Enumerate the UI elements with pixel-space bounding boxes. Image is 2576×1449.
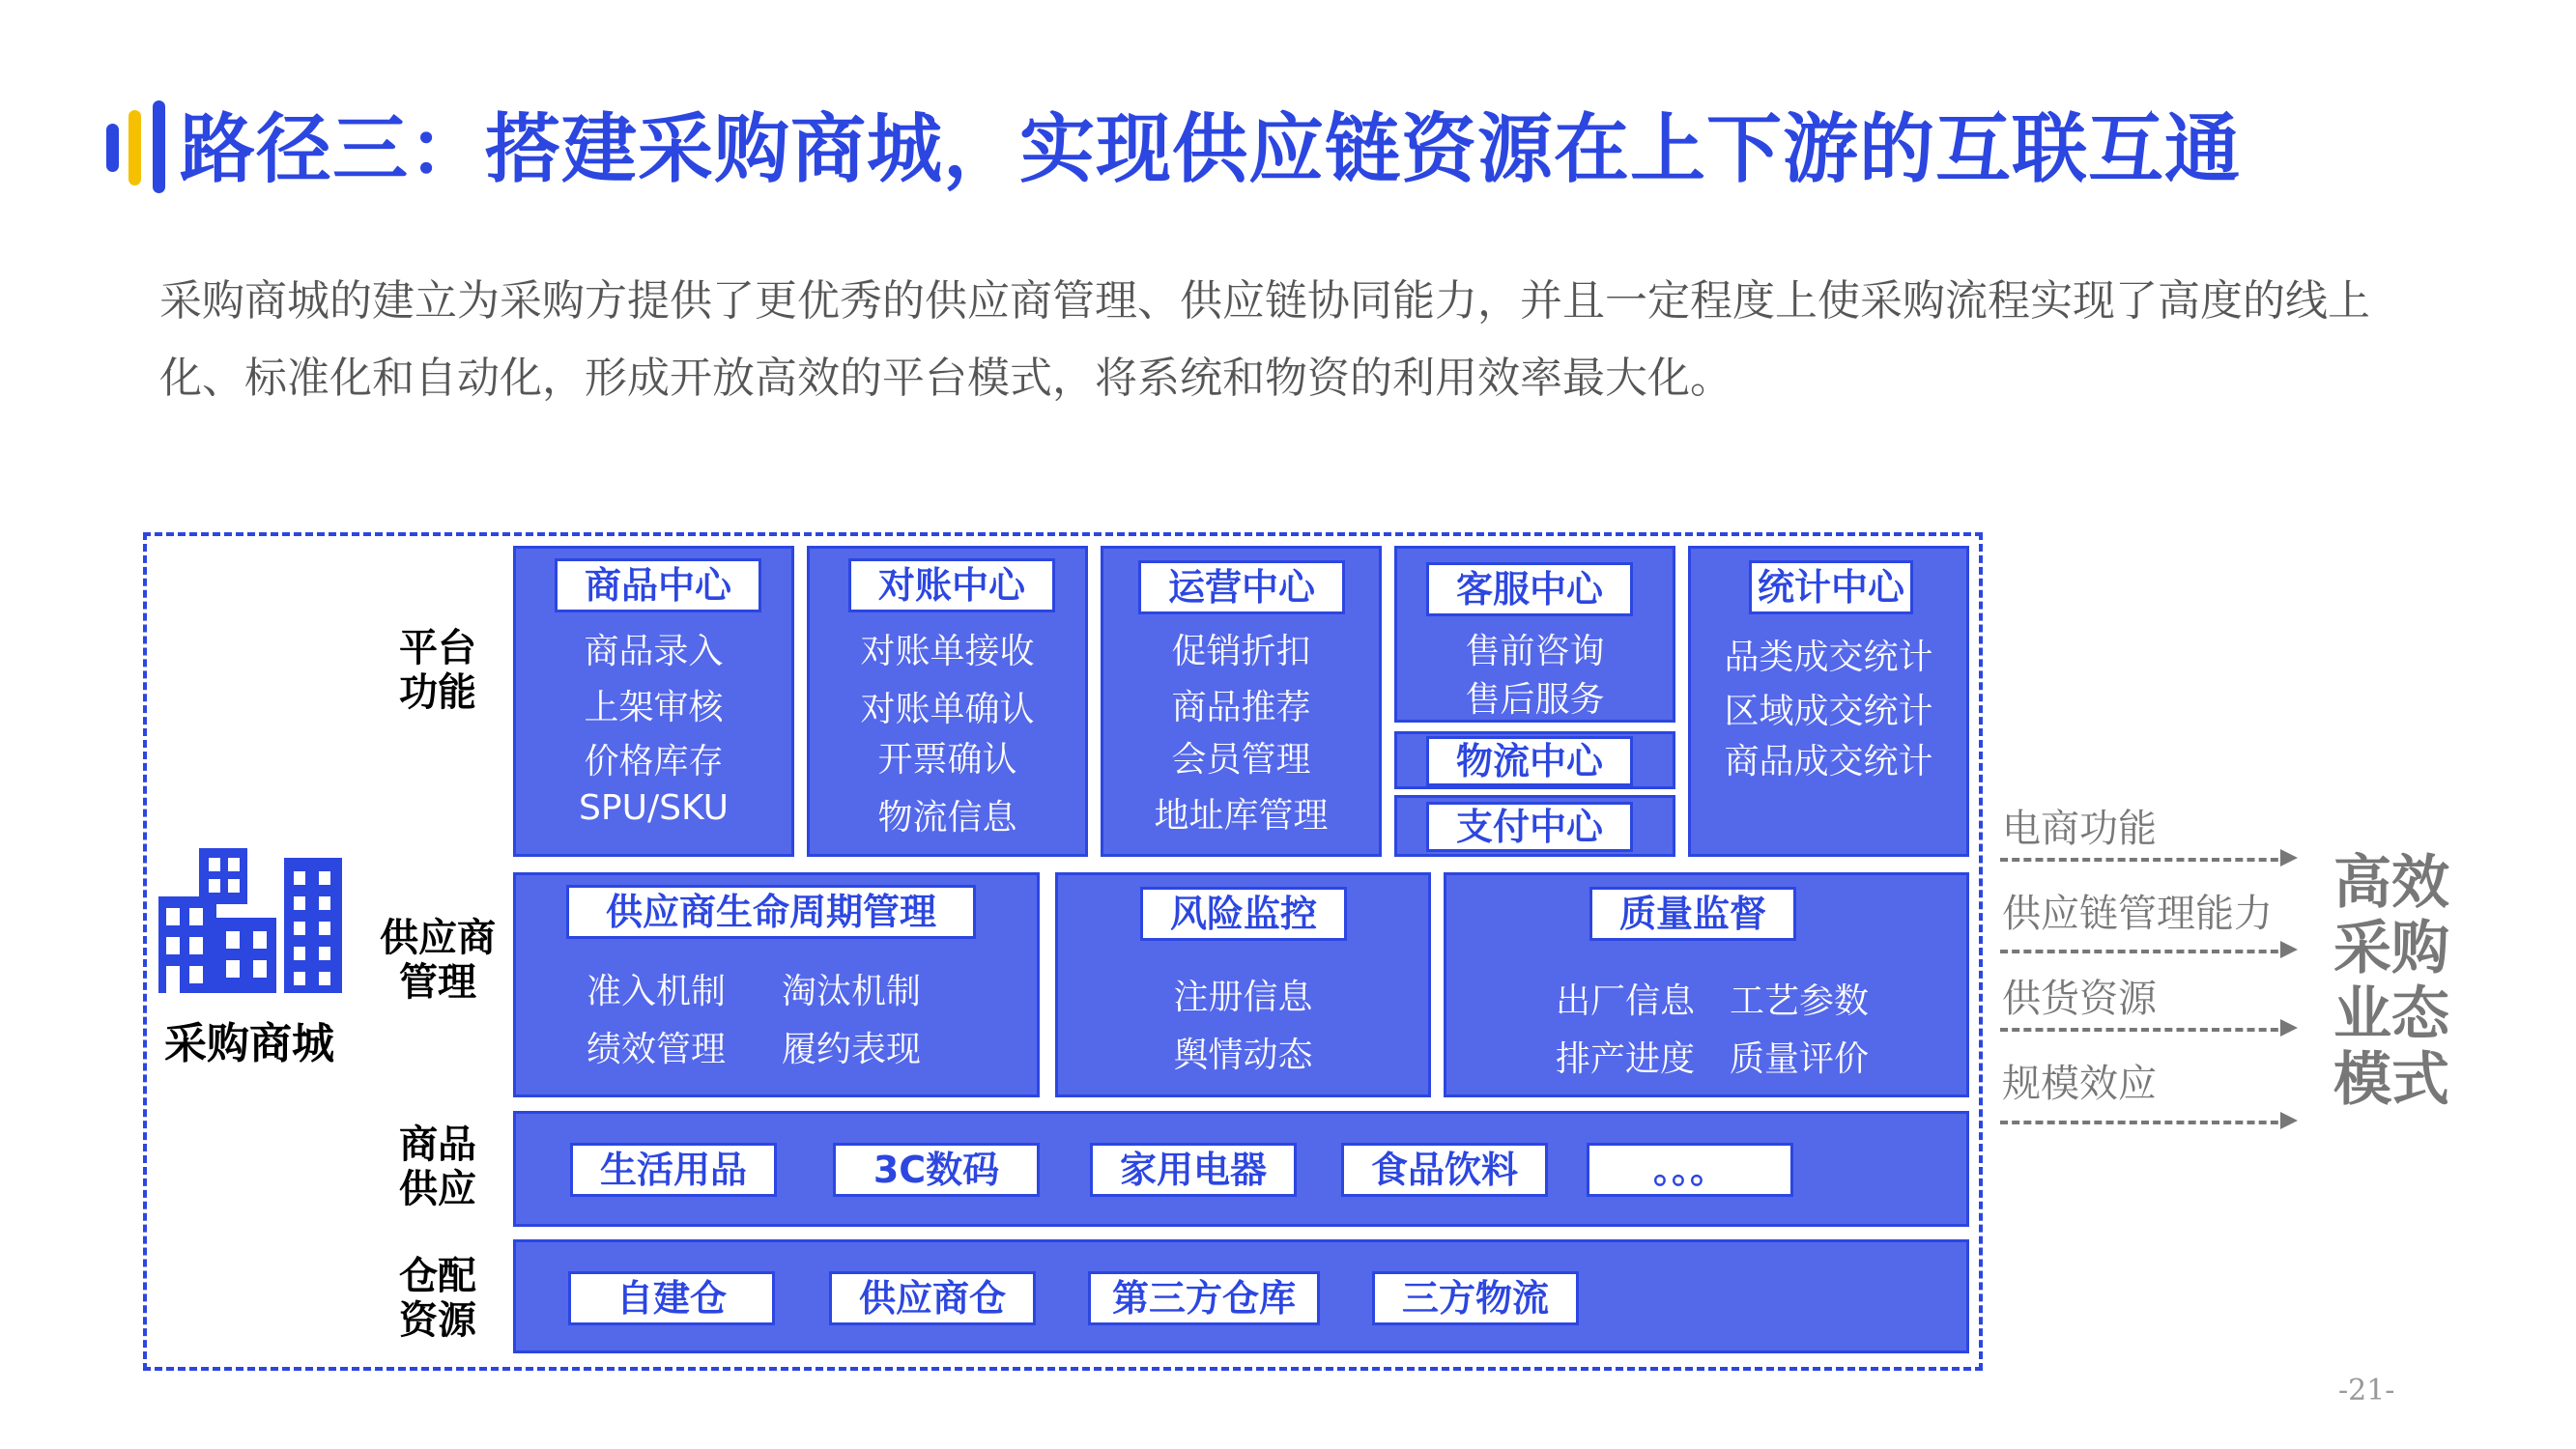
logistics-center-title: 物流中心: [1426, 736, 1633, 786]
supplier-lifecycle-panel: [513, 872, 1040, 1097]
operation-center-item: 地址库管理: [1154, 796, 1329, 836]
risk-monitor-panel: [1055, 872, 1431, 1097]
quality-supervision-panel: [1444, 872, 1969, 1097]
row-label-goods: 商品 供应: [399, 1122, 476, 1211]
stats-center-item: 商品成交统计: [1724, 742, 1933, 781]
supplier-lifecycle-item: 履约表现: [781, 1030, 921, 1069]
reconcile-center-item: 对账单接收: [860, 632, 1035, 671]
goods-category: 家用电器: [1090, 1143, 1297, 1197]
operation-center-item: 商品推荐: [1171, 688, 1311, 727]
risk-monitor-title: 风险监控: [1140, 887, 1347, 941]
quality-supervision-item: 质量评价: [1729, 1039, 1869, 1079]
operation-center-item: 促销折扣: [1171, 632, 1311, 671]
quality-supervision-item: 出厂信息: [1555, 981, 1695, 1021]
warehouse-item: 三方物流: [1372, 1271, 1579, 1325]
reconcile-center-item: 对账单确认: [860, 690, 1035, 729]
reconcile-center-item: 开票确认: [877, 740, 1017, 780]
dashed-arrow: [2000, 858, 2290, 862]
payment-center-panel: [1394, 795, 1675, 857]
service-center-panel: [1394, 546, 1675, 723]
stats-center-item: 区域成交统计: [1724, 692, 1933, 731]
quality-supervision-item: 排产进度: [1555, 1039, 1695, 1079]
efficient-procurement-mode-label: 高效 采购 业态 模式: [2333, 849, 2449, 1114]
stats-center-title: 统计中心: [1749, 560, 1913, 614]
supplier-lifecycle-item: 淘汰机制: [781, 972, 921, 1011]
operation-center-panel: [1101, 546, 1382, 857]
product-center-title: 商品中心: [555, 558, 761, 612]
warehouse-item: 自建仓: [568, 1271, 775, 1325]
goods-category: 3C数码: [833, 1143, 1040, 1197]
quality-supervision-title: 质量监督: [1589, 887, 1796, 941]
product-center-panel: [513, 546, 794, 857]
service-center-item: 售后服务: [1465, 680, 1605, 720]
row-label-warehouse: 仓配 资源: [399, 1254, 476, 1343]
goods-category: 食品饮料: [1341, 1143, 1548, 1197]
dashed-arrow: [2000, 1028, 2290, 1032]
goods-category: 生活用品: [570, 1143, 777, 1197]
payment-center-title: 支付中心: [1426, 802, 1633, 852]
warehouse-item: 供应商仓: [829, 1271, 1036, 1325]
arrow-label: 供应链管理能力: [2002, 892, 2273, 936]
page-number: -21-: [2338, 1374, 2395, 1407]
reconcile-center-item: 物流信息: [877, 798, 1017, 838]
service-center-title: 客服中心: [1426, 562, 1633, 616]
supplier-lifecycle-title: 供应商生命周期管理: [566, 885, 976, 939]
product-center-item: 价格库存: [584, 742, 724, 781]
product-center-item: 上架审核: [584, 688, 724, 727]
stats-center-item: 品类成交统计: [1724, 638, 1933, 677]
operation-center-title: 运营中心: [1138, 560, 1345, 614]
page-title: 路径三：搭建采购商城，实现供应链资源在上下游的互联互通: [180, 105, 2242, 193]
arrow-head-icon: [2280, 1019, 2298, 1037]
arrow-head-icon: [2280, 849, 2298, 867]
row-label-platform: 平台 功能: [399, 626, 476, 715]
arrow-head-icon: [2280, 941, 2298, 958]
arrow-label: 规模效应: [2002, 1062, 2157, 1106]
risk-monitor-item: 注册信息: [1173, 978, 1313, 1017]
product-center-item: 商品录入: [584, 632, 724, 671]
goods-supply-panel: [513, 1111, 1969, 1227]
arrow-label: 电商功能: [2002, 807, 2157, 851]
title-accent-bars-icon: [106, 100, 170, 193]
arrow-head-icon: [2280, 1112, 2298, 1129]
warehouse-item: 第三方仓库: [1088, 1271, 1320, 1325]
warehouse-panel: [513, 1239, 1969, 1353]
product-center-item: SPU/SKU: [579, 788, 729, 828]
row-label-supplier: 供应商 管理: [380, 916, 496, 1005]
dashed-arrow: [2000, 1121, 2290, 1124]
logistics-center-panel: [1394, 731, 1675, 789]
intro-paragraph: 采购商城的建立为采购方提供了更优秀的供应商管理、供应链协同能力，并且一定程度上使采购流程实现了高度的线上化、标准化和自动化，形成开放高效的平台模式，将系统和物资的利用效率最大化。: [159, 276, 2370, 403]
operation-center-item: 会员管理: [1171, 740, 1311, 780]
reconcile-center-title: 对账中心: [848, 558, 1055, 612]
risk-monitor-item: 舆情动态: [1173, 1036, 1313, 1075]
building-icon: [158, 848, 352, 993]
stats-center-panel: [1688, 546, 1969, 857]
dashed-arrow: [2000, 950, 2290, 953]
reconcile-center-panel: [807, 546, 1088, 857]
quality-supervision-item: 工艺参数: [1729, 981, 1869, 1021]
goods-category-more: 。。。: [1587, 1143, 1793, 1197]
service-center-item: 售前咨询: [1465, 632, 1605, 671]
building-label: 采购商城: [164, 1019, 334, 1068]
supplier-lifecycle-item: 绩效管理: [586, 1030, 726, 1069]
supplier-lifecycle-item: 准入机制: [586, 972, 726, 1011]
arrow-label: 供货资源: [2002, 977, 2157, 1021]
